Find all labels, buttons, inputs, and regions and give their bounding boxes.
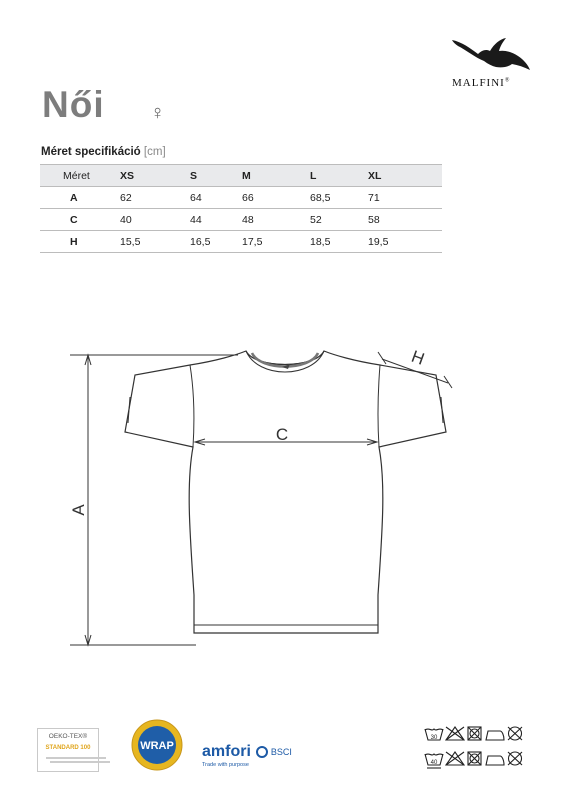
column-header: M <box>242 165 310 187</box>
oeko-tex-badge <box>37 728 99 772</box>
table-cell: 64 <box>190 187 242 209</box>
tshirt-collar <box>246 351 324 365</box>
measure-h-tick1 <box>378 352 386 364</box>
wash-temp-30: 30 <box>430 735 438 741</box>
table-cell: 62 <box>120 187 190 209</box>
spec-title <box>41 146 166 158</box>
size-table <box>40 164 442 253</box>
table-cell: 44 <box>190 209 242 231</box>
oeko-tex-line1: OEKO-TEX® <box>48 733 88 740</box>
label-a: A <box>69 504 88 516</box>
spec-unit: [cm] <box>143 146 166 158</box>
column-header: L <box>310 165 368 187</box>
table-row <box>40 187 442 209</box>
table-header-row <box>40 165 442 187</box>
oeko-tex-line2: STANDARD 100 <box>45 745 91 751</box>
bsci-label: BSCI <box>270 747 292 757</box>
label-c: C <box>275 425 289 444</box>
table-cell: 17,5 <box>242 231 310 253</box>
tshirt-outline <box>125 351 446 633</box>
table-cell: 19,5 <box>368 231 442 253</box>
table-cell: 16,5 <box>190 231 242 253</box>
wash-temp-40: 40 <box>430 760 438 766</box>
table-cell: 48 <box>242 209 310 231</box>
page-title: Női <box>42 84 105 125</box>
label-h: H <box>408 346 427 369</box>
wrap-text: WRAP <box>140 740 174 752</box>
row-label: A <box>40 187 120 209</box>
table-cell: 15,5 <box>120 231 190 253</box>
column-header: XL <box>368 165 442 187</box>
row-label: H <box>40 231 120 253</box>
table-cell: 18,5 <box>310 231 368 253</box>
table-row <box>40 209 442 231</box>
column-header: XS <box>120 165 190 187</box>
column-header: S <box>190 165 242 187</box>
iron-icon <box>486 756 504 765</box>
tshirt-measurement-diagram <box>60 335 460 655</box>
female-symbol-icon: ♀ <box>150 102 165 124</box>
bsci-icon <box>256 746 268 758</box>
spec-title-text: Méret specifikáció <box>41 146 141 158</box>
iron-icon <box>486 731 504 740</box>
care-symbols <box>424 726 530 772</box>
row-label: C <box>40 209 120 231</box>
wrap-badge <box>130 718 184 772</box>
amfori-tagline: Trade with purpose <box>202 762 249 768</box>
brand-name: MALFINI® <box>452 77 511 89</box>
table-cell: 52 <box>310 209 368 231</box>
table-cell: 71 <box>368 187 442 209</box>
amfori-name: amfori <box>202 743 251 760</box>
table-cell: 40 <box>120 209 190 231</box>
amfori-bsci-badge <box>202 743 292 768</box>
table-cell: 68,5 <box>310 187 368 209</box>
malfini-logo <box>448 30 534 94</box>
table-cell: 66 <box>242 187 310 209</box>
table-cell: 58 <box>368 209 442 231</box>
oeko-tex-fineprint <box>38 755 98 765</box>
eagle-icon <box>448 30 534 74</box>
column-header: Méret <box>40 165 120 187</box>
table-row <box>40 231 442 253</box>
